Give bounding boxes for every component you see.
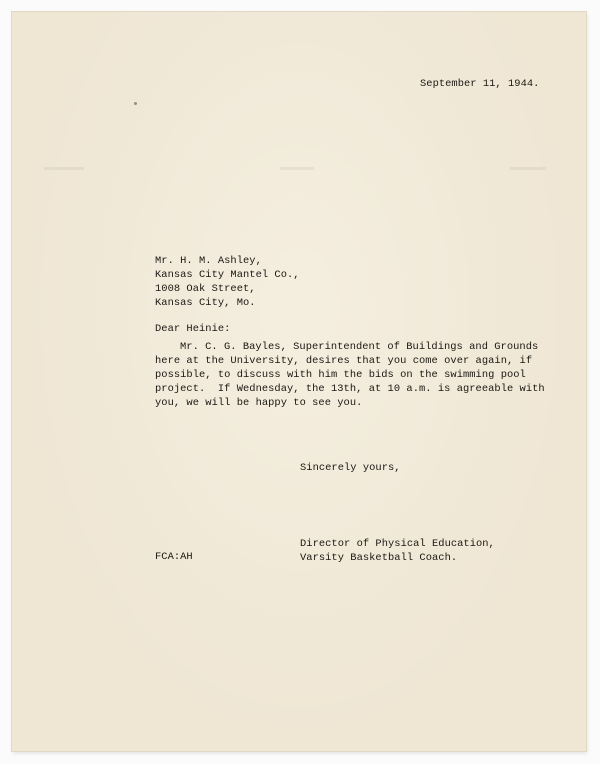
signature-title-line2: Varsity Basketball Coach. xyxy=(300,552,458,564)
reference-initials: FCA:AH xyxy=(155,551,193,563)
recipient-name: Mr. H. M. Ashley, xyxy=(155,255,262,267)
paper-speck xyxy=(134,102,137,105)
recipient-street: 1008 Oak Street, xyxy=(155,283,256,295)
recipient-city: Kansas City, Mo. xyxy=(155,297,256,309)
body-line: project. If Wednesday, the 13th, at 10 a.m. is agreeable with xyxy=(155,383,545,395)
body-line: Mr. C. G. Bayles, Superintendent of Buildings and Grounds xyxy=(180,341,539,353)
body-line: possible, to discuss with him the bids on the swimming pool xyxy=(155,369,526,381)
bleed-through-mark xyxy=(280,167,314,170)
bleed-through-mark xyxy=(510,167,546,170)
letter-date: September 11, 1944. xyxy=(420,78,540,90)
salutation: Dear Heinie: xyxy=(155,323,231,335)
bleed-through-mark xyxy=(44,167,84,170)
body-line: you, we will be happy to see you. xyxy=(155,397,363,409)
recipient-company: Kansas City Mantel Co., xyxy=(155,269,300,281)
signature-title-line1: Director of Physical Education, xyxy=(300,538,495,550)
body-line: here at the University, desires that you come over again, if xyxy=(155,355,533,367)
closing: Sincerely yours, xyxy=(300,462,401,474)
